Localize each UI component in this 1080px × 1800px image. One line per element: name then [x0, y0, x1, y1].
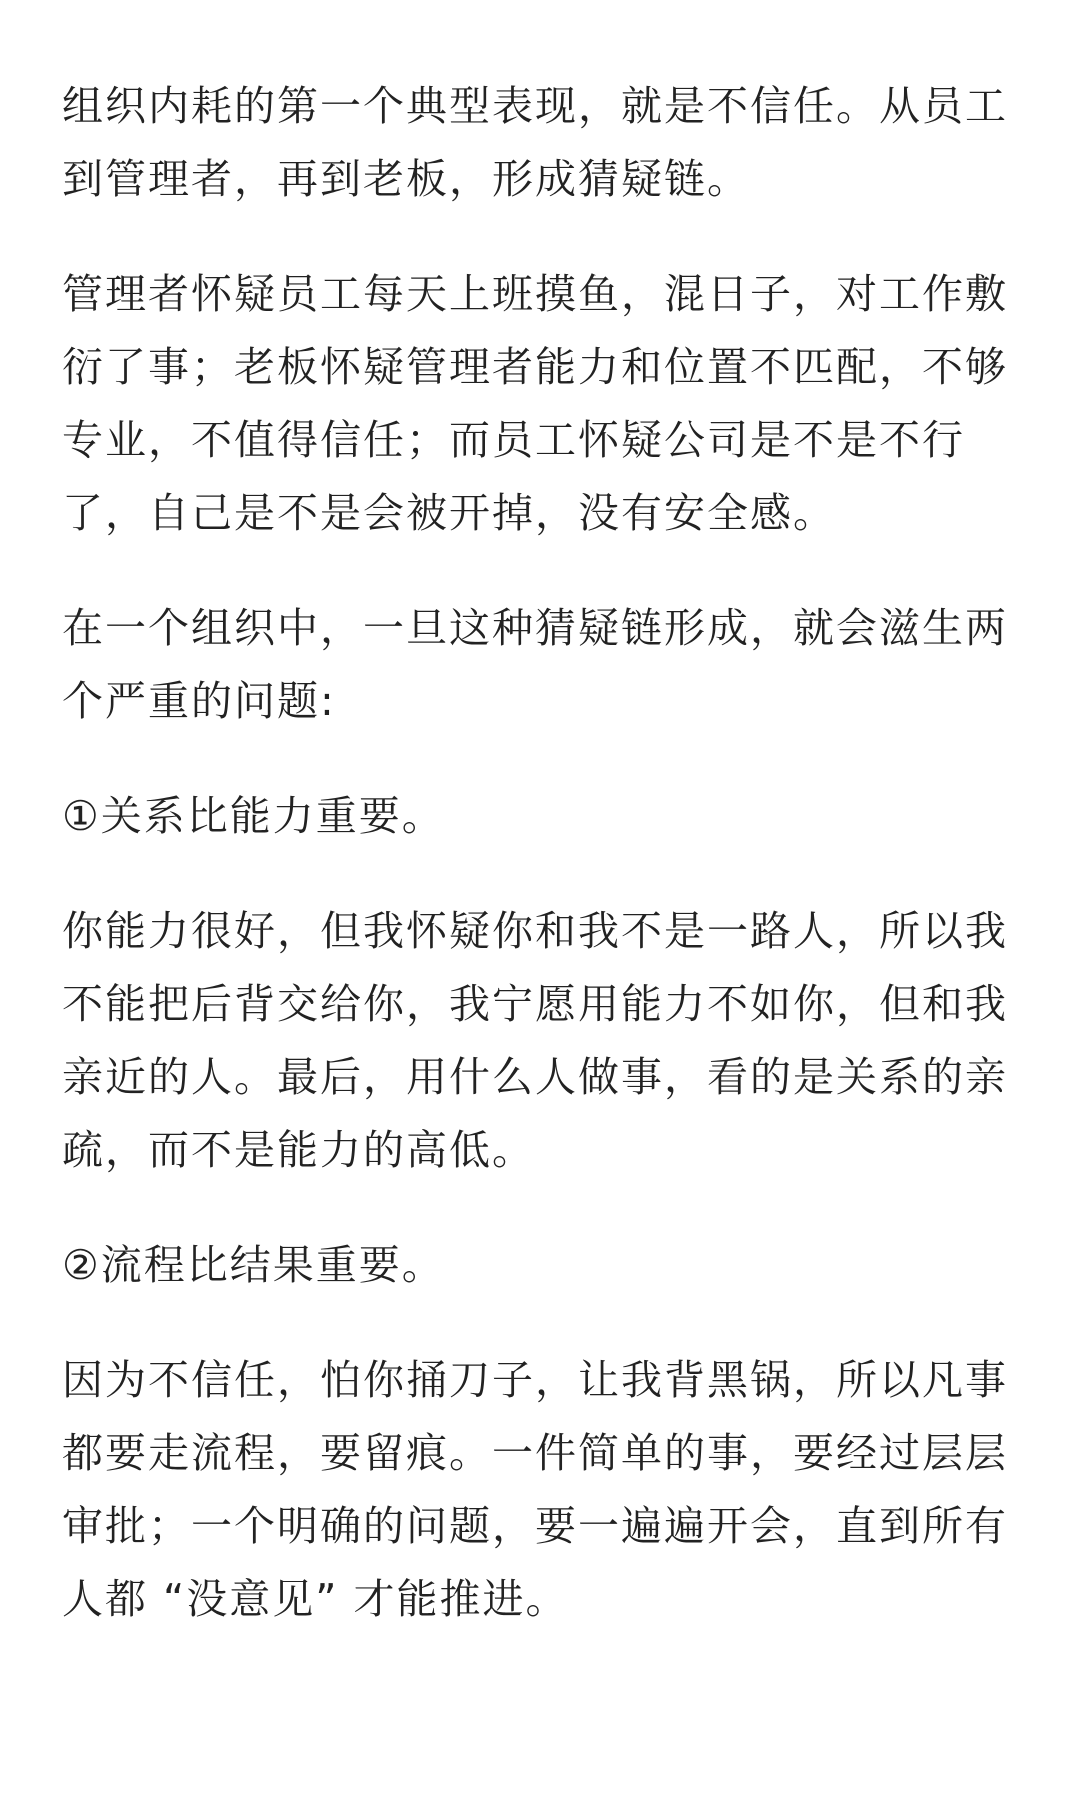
- paragraph-trust-intro: 组织内耗的第一个典型表现，就是不信任。从员工到管理者，再到老板，形成猜疑链。: [62, 82, 1008, 203]
- paragraph-relationship-detail: 你能力很好，但我怀疑你和我不是一路人，所以我不能把后背交给你，我宁愿用能力不如你，但和我亲近的人。最后，用什么人做事，看的是关系的亲疏，而不是能力的高低。: [62, 907, 1008, 1174]
- paragraph-process-detail: 因为不信任，怕你捅刀子，让我背黑锅，所以凡事都要走流程，要留痕。一件简单的事，要经过层层审批；一个明确的问题，要一遍遍开会，直到所有人都 “没意见” 才能推进。: [62, 1356, 1008, 1623]
- paragraph-suspicion-chain: 管理者怀疑员工每天上班摸鱼，混日子，对工作敷衍了事；老板怀疑管理者能力和位置不匹配，不够专业，不值得信任；而员工怀疑公司是不是不行了，自己是不是会被开掉，没有安全感。: [62, 270, 1008, 537]
- heading-process-over-result: ②流程比结果重要。: [62, 1241, 445, 1289]
- heading-relationship-over-ability: ①关系比能力重要。: [62, 792, 445, 840]
- paragraph-two-problems: 在一个组织中，一旦这种猜疑链形成，就会滋生两个严重的问题:: [62, 604, 1008, 725]
